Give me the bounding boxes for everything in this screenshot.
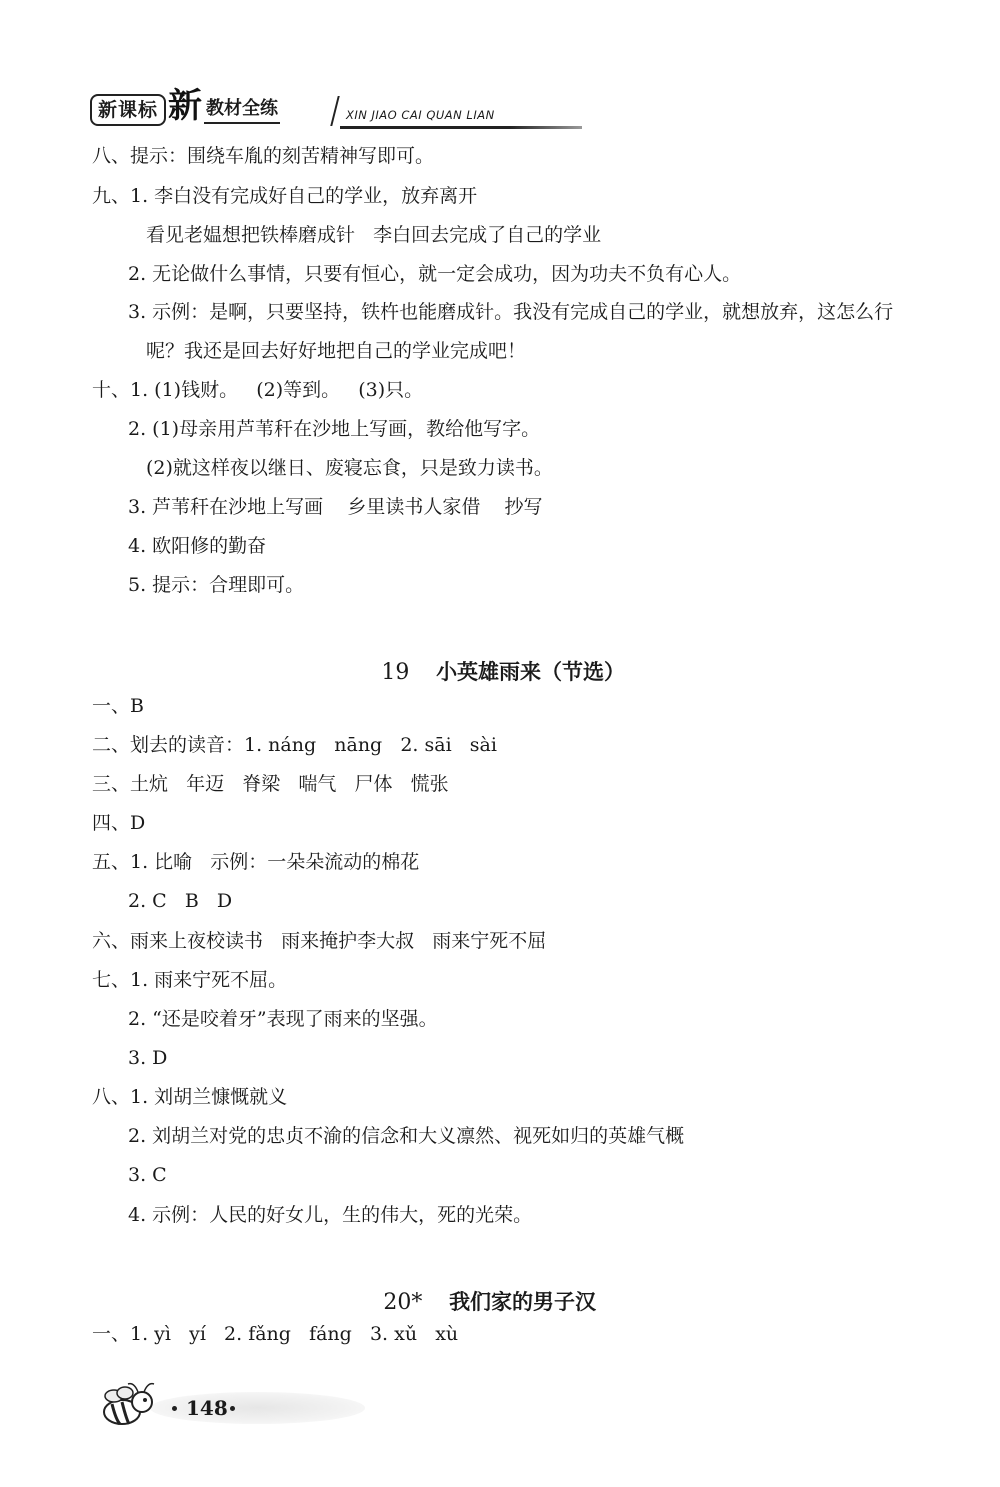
page-dot-left	[172, 1406, 177, 1411]
answer-line: 2. 刘胡兰对党的忠贞不渝的信念和大义凛然、视死如归的英雄气概	[128, 1125, 685, 1147]
header-logo	[90, 86, 590, 134]
answer-line: 3. 芦苇秆在沙地上写画 乡里读书人家借 抄写	[128, 496, 543, 518]
section-name: 我们家的男子汉	[449, 1290, 597, 1314]
section-name: 小英雄雨来（节选）	[436, 660, 626, 684]
answer-line: 看见老媪想把铁棒磨成针 李白回去完成了自己的学业	[146, 224, 602, 246]
section-number: 20*	[383, 1290, 423, 1315]
section-number: 19	[381, 660, 410, 685]
answer-line: 十、1. (1)钱财。 (2)等到。 (3)只。	[92, 379, 424, 401]
answer-line: 五、1. 比喻 示例：一朵朵流动的棉花	[92, 851, 420, 873]
answer-line: 4. 欧阳修的勤奋	[128, 535, 267, 557]
answer-line: 2. C B D	[128, 890, 233, 912]
header-rule	[340, 126, 582, 129]
brand-xin-text: 新	[168, 86, 203, 126]
answer-line: 七、1. 雨来宁死不屈。	[92, 969, 288, 991]
answer-line: 4. 示例：人民的好女儿，生的伟大，死的光荣。	[128, 1204, 533, 1226]
page-number: 148	[186, 1396, 228, 1420]
page-number-oval	[150, 1392, 365, 1424]
answer-line: 3. C	[128, 1164, 167, 1186]
brand-sub-text: 教材全练	[204, 96, 280, 124]
answer-line: 四、D	[92, 812, 146, 834]
answer-line: 八、提示：围绕车胤的刻苦精神写即可。	[92, 145, 435, 167]
brand-logo	[90, 86, 335, 126]
page-footer	[92, 1380, 272, 1430]
brand-main-text: 新课标	[90, 94, 166, 126]
section-title	[370, 1262, 596, 1316]
answer-line: 3. 示例：是啊，只要坚持，铁杵也能磨成针。我没有完成自己的学业，就想放弃，这怎么行	[128, 301, 894, 323]
answer-line: 九、1. 李白没有完成好自己的学业，放弃离开	[92, 185, 478, 207]
answer-line: 3. D	[128, 1047, 168, 1069]
answer-line: 2. “还是咬着牙”表现了雨来的坚强。	[128, 1008, 438, 1030]
bee-mascot-icon	[92, 1380, 162, 1428]
answer-line: 八、1. 刘胡兰慷慨就义	[92, 1086, 288, 1108]
answer-line: 2. (1)母亲用芦苇秆在沙地上写画，教给他写字。	[128, 418, 541, 440]
answer-line: 一、B	[92, 695, 144, 717]
answer-line: 六、雨来上夜校读书 雨来掩护李大叔 雨来宁死不屈	[92, 930, 547, 952]
answer-line: 三、土炕 年迈 脊梁 喘气 尸体 慌张	[92, 773, 449, 795]
answer-line: (2)就这样夜以继日、废寝忘食，只是致力读书。	[146, 457, 553, 479]
header-pinyin: XIN JIAO CAI QUAN LIAN	[346, 108, 495, 122]
answer-line: 一、1. yì yí 2. fǎng fáng 3. xǔ xù	[92, 1323, 459, 1345]
answer-line: 二、划去的读音：1. náng nāng 2. sāi sài	[92, 734, 497, 756]
answer-line: 5. 提示：合理即可。	[128, 574, 305, 596]
answer-line: 呢？我还是回去好好地把自己的学业完成吧！	[146, 340, 527, 362]
page-dot-right	[230, 1406, 235, 1411]
answer-line: 2. 无论做什么事情，只要有恒心，就一定会成功，因为功夫不负有心人。	[128, 263, 742, 285]
section-title	[368, 632, 625, 686]
